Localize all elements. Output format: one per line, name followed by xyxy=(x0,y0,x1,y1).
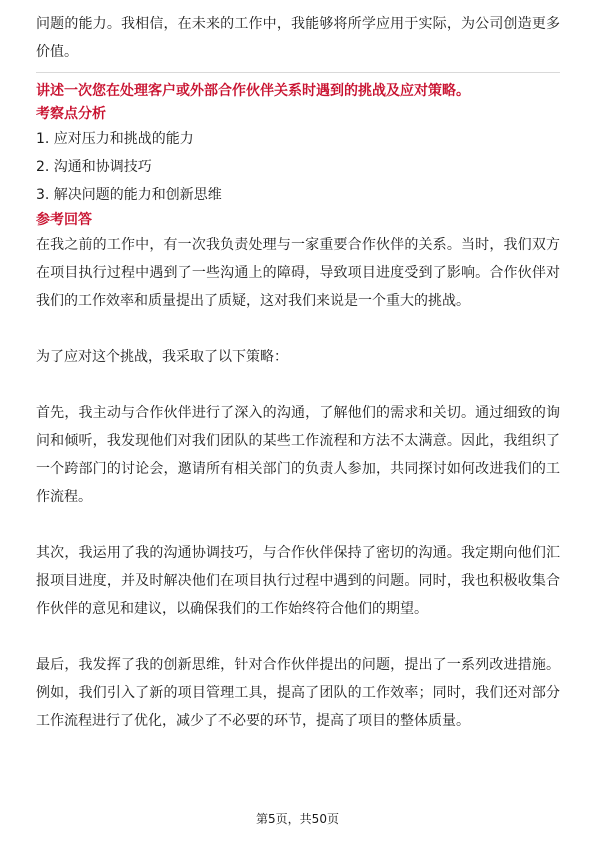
analysis-title: 考察点分析 xyxy=(36,106,106,122)
answer-paragraph: 为了应对这个挑战，我采取了以下策略： xyxy=(36,349,288,365)
question-heading: 讲述一次您在处理客户或外部合作伙伴关系时遇到的挑战及应对策略。 xyxy=(36,83,470,99)
section-divider xyxy=(36,72,560,73)
answer-paragraph: 在我之前的工作中，有一次我负责处理与一家重要合作伙伴的关系。当时，我们双方在项目执行过程中遇到了一些沟通上的障碍，导致项目进度受到了影响。合作伙伴对我们的工作效率和质量提出了质疑，这对我们来说是一个重大的挑战。 xyxy=(36,237,560,309)
answer-paragraph: 其次，我运用了我的沟通协调技巧，与合作伙伴保持了密切的沟通。我定期向他们汇报项目进度，并及时解决他们在项目执行过程中遇到的问题。同时，我也积极收集合作伙伴的意见和建议，以确保我们的工作始终符合他们的期望。 xyxy=(36,545,560,617)
answer-paragraph: 最后，我发挥了我的创新思维，针对合作伙伴提出的问题，提出了一系列改进措施。例如，我们引入了新的项目管理工具，提高了团队的工作效率；同时，我们还对部分工作流程进行了优化，减少了不必要的环节，提高了项目的整体质量。 xyxy=(36,657,560,729)
intro-paragraph: 问题的能力。我相信，在未来的工作中，我能够将所学应用于实际，为公司创造更多价值。 xyxy=(36,16,560,60)
answer-paragraph: 首先，我主动与合作伙伴进行了深入的沟通，了解他们的需求和关切。通过细致的询问和倾听，我发现他们对我们团队的某些工作流程和方法不太满意。因此，我组织了一个跨部门的讨论会，邀请所有相关部门的负责人参加，共同探讨如何改进我们的工作流程。 xyxy=(36,405,560,505)
analysis-point: 1. 应对压力和挑战的能力 xyxy=(36,131,194,147)
paragraph-gap xyxy=(36,511,560,539)
analysis-point: 2. 沟通和协调技巧 xyxy=(36,159,152,175)
paragraph-gap xyxy=(36,371,560,399)
answer-title: 参考回答 xyxy=(36,212,92,228)
page-number: 第5页，共50页 xyxy=(256,812,339,826)
analysis-point: 3. 解决问题的能力和创新思维 xyxy=(36,187,222,203)
paragraph-gap xyxy=(36,623,560,651)
paragraph-gap xyxy=(36,315,560,343)
page-content xyxy=(36,10,560,735)
